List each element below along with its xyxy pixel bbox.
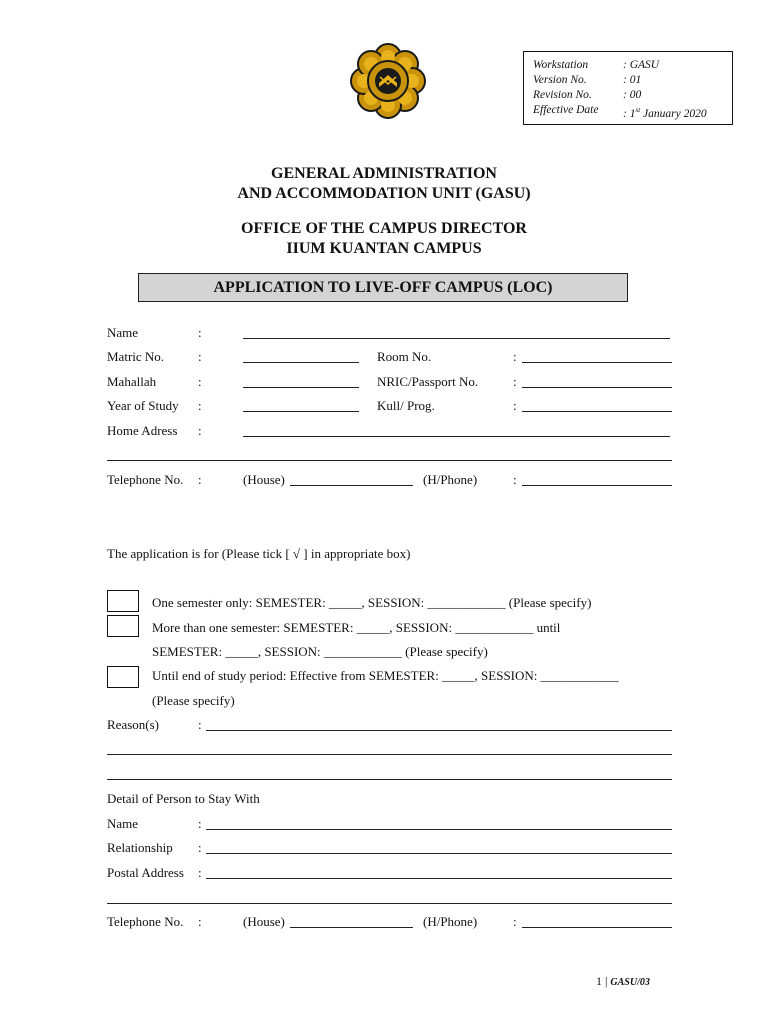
room-label: Room No. (377, 349, 432, 364)
revision-label: Revision No. (533, 89, 592, 101)
kull-label: Kull/ Prog. (377, 398, 435, 413)
hphone-field[interactable] (522, 485, 672, 486)
colon: : (198, 398, 202, 413)
colon: : (513, 914, 517, 929)
year-field[interactable] (243, 411, 359, 412)
mahallah-label: Mahallah (107, 374, 157, 389)
stay-heading: Detail of Person to Stay With (107, 791, 260, 806)
postal-address-label: Postal Address (107, 865, 184, 880)
home-address-field-2[interactable] (107, 460, 672, 461)
colon: : (513, 374, 517, 389)
stay-name-field[interactable] (206, 829, 672, 830)
house-phone-field[interactable] (290, 485, 413, 486)
colon: : (198, 840, 202, 855)
one-semester-checkbox[interactable] (107, 590, 139, 612)
form-title-box (138, 273, 628, 302)
relationship-label: Relationship (107, 840, 173, 855)
reason-field-2[interactable] (107, 754, 672, 755)
colon: : (198, 865, 202, 880)
document-control-box (523, 51, 733, 125)
end-of-study-checkbox[interactable] (107, 666, 139, 688)
effective-date-label: Effective Date (533, 104, 599, 116)
stay-telephone-label: Telephone No. (107, 914, 184, 929)
stay-house-phone-field[interactable] (290, 927, 413, 928)
stay-hphone-field[interactable] (522, 927, 672, 928)
effective-date-value: : 1st January 2020 (623, 106, 707, 120)
kull-field[interactable] (522, 411, 672, 412)
heading-line-3: OFFICE OF THE CAMPUS DIRECTOR (241, 220, 527, 237)
colon: : (513, 398, 517, 413)
room-field[interactable] (522, 362, 672, 363)
stay-house-label: (House) (243, 914, 285, 929)
year-label: Year of Study (107, 398, 179, 413)
heading-line-2: AND ACCOMMODATION UNIT (GASU) (237, 185, 531, 202)
reason-field-3[interactable] (107, 779, 672, 780)
colon: : (513, 472, 517, 487)
hphone-label: (H/Phone) (423, 472, 478, 487)
version-value: : 01 (623, 74, 642, 86)
colon: : (198, 423, 202, 438)
relationship-field[interactable] (206, 853, 672, 854)
mahallah-field[interactable] (243, 387, 359, 388)
reason-field-1[interactable] (206, 730, 672, 731)
end-of-study-text: Until end of study period: Effective from SEMESTER: _____, SESSION: ____________ (152, 668, 619, 683)
revision-value: : 00 (623, 89, 642, 101)
application-intro: The application is for (Please tick [ √ ] in appropriate box) (107, 546, 411, 561)
multi-semester-text-2: SEMESTER: _____, SESSION: ____________ (Please specify) (152, 644, 488, 659)
colon: : (513, 349, 517, 364)
name-field[interactable] (243, 338, 670, 339)
page-number: 1 | GASU/03 (596, 974, 650, 988)
workstation-value: : GASU (623, 59, 660, 71)
telephone-label: Telephone No. (107, 472, 184, 487)
stay-hphone-label: (H/Phone) (423, 914, 478, 929)
form-title: APPLICATION TO LIVE-OFF CAMPUS (LOC) (213, 279, 553, 296)
one-semester-text: One semester only: SEMESTER: _____, SESSION: ____________ (Please specify) (152, 595, 592, 610)
colon: : (198, 325, 202, 340)
reason-label: Reason(s) (107, 717, 159, 732)
house-label: (House) (243, 472, 285, 487)
home-address-label: Home Adress (107, 423, 178, 438)
nric-field[interactable] (522, 387, 672, 388)
matric-label: Matric No. (107, 349, 165, 364)
iium-logo (350, 40, 426, 122)
matric-field[interactable] (243, 362, 359, 363)
multi-semester-checkbox[interactable] (107, 615, 139, 637)
name-label: Name (107, 325, 139, 340)
nric-label: NRIC/Passport No. (377, 374, 479, 389)
colon: : (198, 914, 202, 929)
colon: : (198, 717, 202, 732)
workstation-label: Workstation (533, 59, 589, 71)
home-address-field-1[interactable] (243, 436, 670, 437)
version-label: Version No. (533, 74, 587, 86)
colon: : (198, 472, 202, 487)
stay-name-label: Name (107, 816, 139, 831)
heading-line-1: GENERAL ADMINISTRATION (271, 165, 497, 182)
colon: : (198, 374, 202, 389)
postal-address-field-2[interactable] (107, 903, 672, 904)
colon: : (198, 349, 202, 364)
end-of-study-text-2: (Please specify) (152, 693, 235, 708)
colon: : (198, 816, 202, 831)
multi-semester-text: More than one semester: SEMESTER: _____, SESSION: ____________ until (152, 620, 561, 635)
heading-line-4: IIUM KUANTAN CAMPUS (286, 240, 482, 257)
postal-address-field-1[interactable] (206, 878, 672, 879)
